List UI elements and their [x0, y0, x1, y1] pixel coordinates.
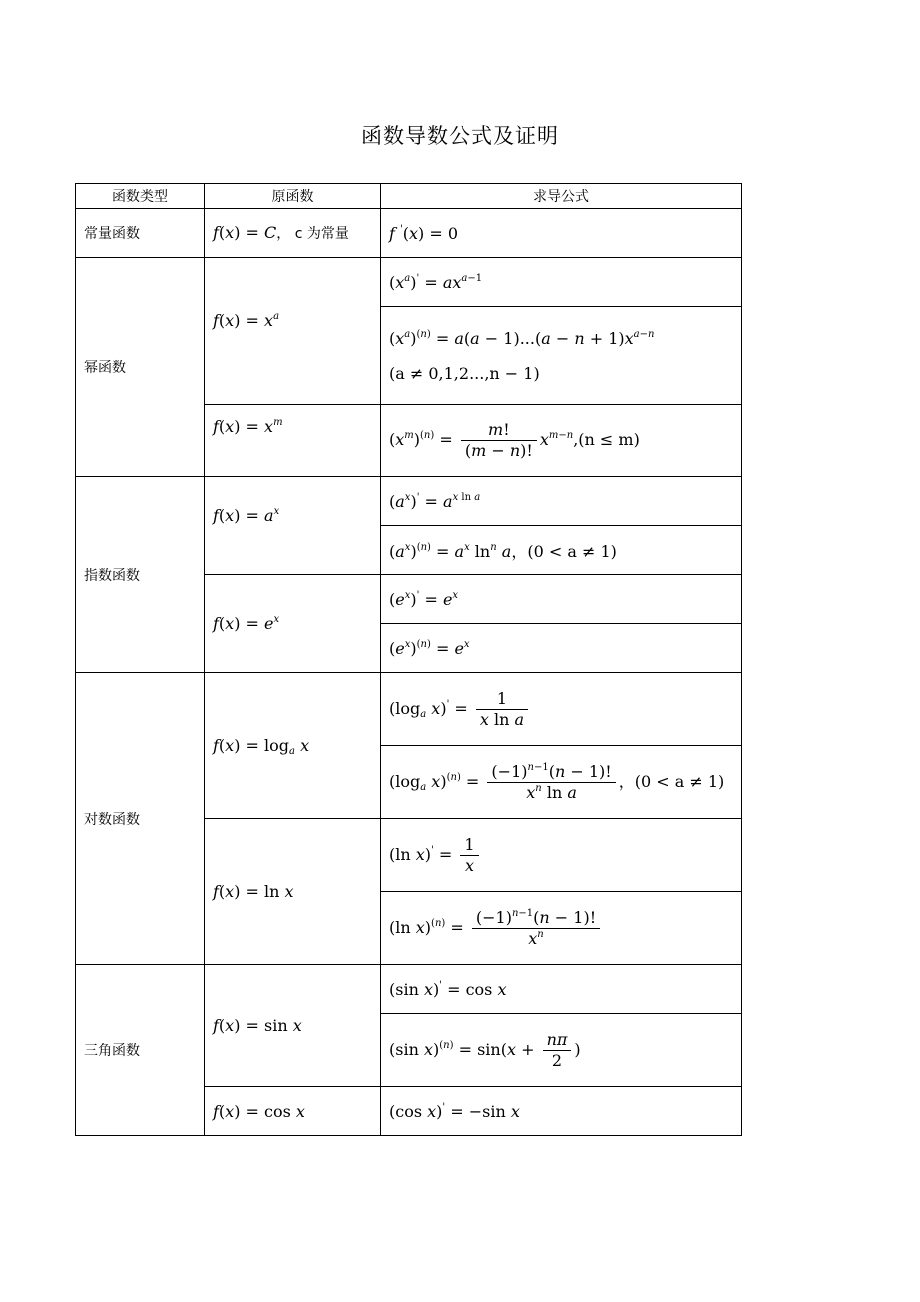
- fn-ln: f(x) = ln x: [205, 819, 381, 965]
- table-row: [76, 673, 742, 746]
- category-exponential: 指数函数: [76, 477, 205, 673]
- category-power: 幂函数: [76, 258, 205, 477]
- category-constant: 常量函数: [76, 209, 205, 258]
- formula-power-1: $(x^a)' = ax^{a-1}$: [381, 258, 742, 307]
- formula-sin-n: (sin x)$^{(n)}$ = sin(x + $\frac{n\pi}{2}$ ): [381, 1014, 742, 1087]
- formula-ln-n: (ln x)$^{(n)}$ = $\frac{(-1)^{n-1}(n - 1)!}{x^n}$: [381, 892, 742, 965]
- formula-cos-1: (cos x)' = −sin x: [381, 1087, 742, 1136]
- log-condition: ，(0 < a ≠ 1): [618, 771, 725, 791]
- fn-constant: f(x) = C， c 为常量: [205, 209, 381, 258]
- derivative-table: [75, 183, 742, 1136]
- power-condition: (a ≠ 0,1,2...,n − 1): [389, 363, 540, 383]
- constant-note: ， c 为常量: [276, 226, 349, 242]
- header-original: 原函数: [205, 184, 381, 209]
- fn-cos: f(x) = cos x: [205, 1087, 381, 1136]
- power-m-condition: ,(n ≤ m): [573, 430, 640, 449]
- category-logarithmic: 对数函数: [76, 673, 205, 965]
- fn-sin: f(x) = sin x: [205, 965, 381, 1087]
- formula-power-n: $(x^a)^{(n)} = a(a - 1)...(a - n + 1)x^{a-n}$ (a ≠ 0,1,2...,n − 1): [381, 307, 742, 405]
- fn-exp-a: $f(x) = a^x$: [205, 477, 381, 575]
- category-trig: 三角函数: [76, 965, 205, 1136]
- formula-constant: f '(x) = 0: [381, 209, 742, 258]
- formula-exp-e-1: $(e^x)' = e^x$: [381, 575, 742, 624]
- header-type: 函数类型: [76, 184, 205, 209]
- header-formula: 求导公式: [381, 184, 742, 209]
- formula-exp-e-n: $(e^x)^{(n)} = e^x$: [381, 624, 742, 673]
- table-row: [76, 258, 742, 307]
- table-row: [76, 209, 742, 258]
- formula-log-a-n: ($\log_a$ x)$^{(n)}$ = $\frac{(-1)^{n-1}(n - 1)!}{x^n \ln a}$ ，(0 < a ≠ 1): [381, 746, 742, 819]
- fn-log-a: $f(x) = \log_a x$: [205, 673, 381, 819]
- formula-power-m: $(x^m)^{(n)}$ = $\frac{m!}{(m - n)!}$ $x^{m-n},(n \le m)$: [381, 405, 742, 477]
- exp-condition: ，(0 < a ≠ 1): [511, 541, 617, 561]
- fn-power: $f(x) = x^a$: [205, 258, 381, 405]
- fn-power-m: $f(x) = x^m$: [205, 405, 381, 477]
- fn-exp-e: $f(x) = e^x$: [205, 575, 381, 673]
- table-row: [76, 477, 742, 526]
- formula-sin-1: (sin x)' = cos x: [381, 965, 742, 1014]
- formula-exp-a-n: $(a^x)^{(n)} = a^x$ $\ln^n a$，(0 < a ≠ 1): [381, 526, 742, 575]
- header-row: [76, 184, 742, 209]
- formula-exp-a-1: $(a^x)' = a^{x ln a}$: [381, 477, 742, 526]
- page-title: 函数导数公式及证明: [361, 124, 559, 148]
- formula-ln-1: (ln x)' = $\frac{1}{x}$: [381, 819, 742, 892]
- formula-log-a-1: ($\log_a$ x)' = $\frac{1}{\text{x ln a}}$: [381, 673, 742, 746]
- table-row: [76, 965, 742, 1014]
